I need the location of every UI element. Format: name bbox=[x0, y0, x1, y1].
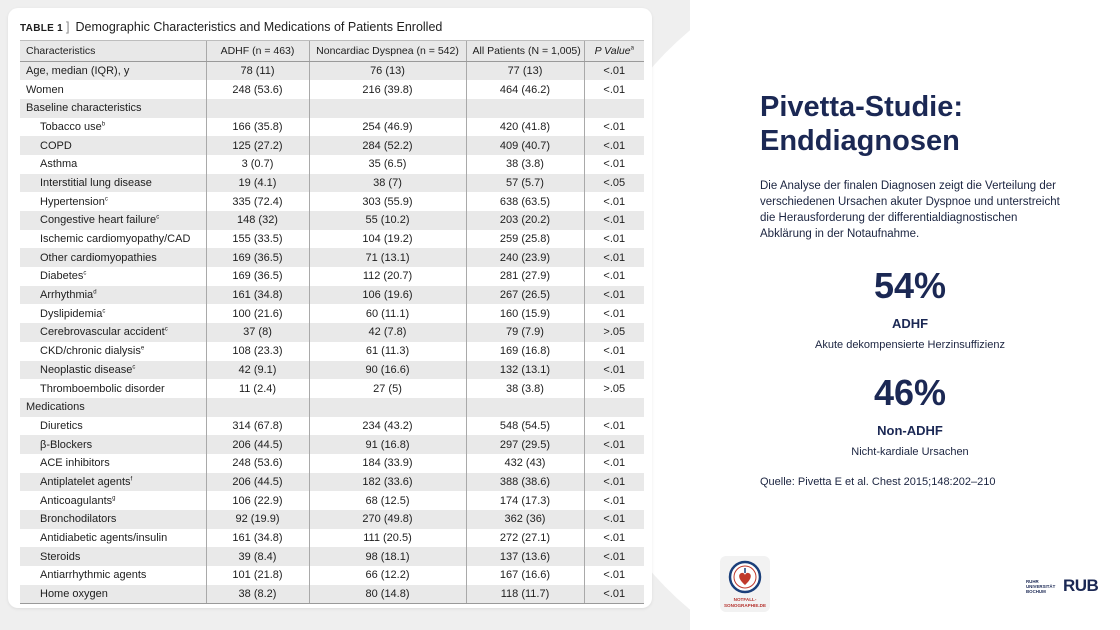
cell-p-value: <.01 bbox=[584, 566, 644, 585]
table-card bbox=[8, 8, 652, 608]
cell-characteristic bbox=[20, 547, 206, 566]
cell-all-patients: 57 (5.7) bbox=[466, 174, 584, 193]
cell-p-value: <.01 bbox=[584, 491, 644, 510]
cell-adhf: 166 (35.8) bbox=[206, 118, 309, 137]
cell-characteristic bbox=[20, 118, 206, 137]
table-caption bbox=[20, 20, 442, 34]
table-row bbox=[20, 547, 644, 566]
cell-p-value bbox=[584, 99, 644, 118]
cell-noncardiac: 303 (55.9) bbox=[309, 192, 466, 211]
rub-brand: RUB bbox=[1063, 576, 1099, 595]
characteristic-label: Other cardiomyopathies bbox=[40, 251, 157, 264]
cell-noncardiac: 42 (7.8) bbox=[309, 323, 466, 342]
cell-characteristic bbox=[20, 80, 206, 99]
cell-noncardiac: 234 (43.2) bbox=[309, 417, 466, 436]
cell-p-value: <.01 bbox=[584, 62, 644, 81]
table-row bbox=[20, 155, 644, 174]
table-row bbox=[20, 529, 644, 548]
cell-noncardiac: 90 (16.6) bbox=[309, 361, 466, 380]
footnote-marker: c bbox=[102, 308, 106, 315]
cell-characteristic bbox=[20, 585, 206, 604]
cell-p-value: <.01 bbox=[584, 585, 644, 604]
footnote-marker: e bbox=[140, 345, 145, 352]
cell-noncardiac: 27 (5) bbox=[309, 379, 466, 398]
cell-adhf: 100 (21.6) bbox=[206, 304, 309, 323]
cell-characteristic bbox=[20, 248, 206, 267]
table-row bbox=[20, 230, 644, 249]
cell-adhf: 37 (8) bbox=[206, 323, 309, 342]
stat-adhf bbox=[760, 266, 1060, 351]
logo-text-line2: SONOGRAPHIE.DE bbox=[723, 602, 767, 608]
cell-characteristic bbox=[20, 510, 206, 529]
cell-all-patients: 174 (17.3) bbox=[466, 491, 584, 510]
table-row bbox=[20, 304, 644, 323]
stat-non-adhf-label: Non-ADHF bbox=[877, 423, 943, 438]
characteristic-label: ACE inhibitors bbox=[40, 457, 110, 470]
characteristic-label: Diabetes bbox=[40, 270, 84, 283]
slide-title-line1: Pivetta-Studie: bbox=[760, 91, 964, 123]
stat-adhf-sub: Akute dekompensierte Herzinsuffizienz bbox=[815, 339, 1005, 351]
header-p-value-text: P Value bbox=[594, 45, 631, 57]
cell-p-value: <.05 bbox=[584, 174, 644, 193]
cell-characteristic bbox=[20, 286, 206, 305]
cell-noncardiac: 91 (16.8) bbox=[309, 435, 466, 454]
cell-p-value: <.01 bbox=[584, 435, 644, 454]
characteristic-label: Antiarrhythmic agents bbox=[40, 569, 147, 582]
cell-noncardiac: 184 (33.9) bbox=[309, 454, 466, 473]
cell-noncardiac: 80 (14.8) bbox=[309, 585, 466, 604]
cell-noncardiac: 104 (19.2) bbox=[309, 230, 466, 249]
characteristic-label: Tobacco use bbox=[40, 120, 102, 133]
cell-noncardiac: 111 (20.5) bbox=[309, 529, 466, 548]
cell-adhf: 335 (72.4) bbox=[206, 192, 309, 211]
characteristic-label: β-Blockers bbox=[40, 438, 93, 451]
cell-p-value: <.01 bbox=[584, 417, 644, 436]
characteristic-label: Antidiabetic agents/insulin bbox=[40, 532, 168, 545]
table-row bbox=[20, 99, 644, 118]
table-row bbox=[20, 473, 644, 492]
cell-characteristic bbox=[20, 230, 206, 249]
cell-all-patients: 267 (26.5) bbox=[466, 286, 584, 305]
cell-p-value: <.01 bbox=[584, 248, 644, 267]
table-row bbox=[20, 136, 644, 155]
characteristic-label: Interstitial lung disease bbox=[40, 176, 152, 189]
cell-p-value: <.01 bbox=[584, 211, 644, 230]
cell-all-patients bbox=[466, 99, 584, 118]
cell-all-patients: 548 (54.5) bbox=[466, 417, 584, 436]
cell-noncardiac: 112 (20.7) bbox=[309, 267, 466, 286]
cell-all-patients: 118 (11.7) bbox=[466, 585, 584, 604]
cell-characteristic bbox=[20, 323, 206, 342]
cell-characteristic bbox=[20, 473, 206, 492]
table-row bbox=[20, 398, 644, 417]
rub-logo bbox=[1026, 576, 1102, 598]
characteristic-label: CKD/chronic dialysis bbox=[40, 345, 141, 358]
table-row bbox=[20, 323, 644, 342]
table-row bbox=[20, 454, 644, 473]
characteristic-label: Medications bbox=[26, 401, 85, 414]
table-row bbox=[20, 211, 644, 230]
cell-all-patients: 388 (38.6) bbox=[466, 473, 584, 492]
cell-characteristic bbox=[20, 342, 206, 361]
cell-noncardiac: 35 (6.5) bbox=[309, 155, 466, 174]
characteristic-label: Cerebrovascular accident bbox=[40, 326, 165, 339]
cell-noncardiac bbox=[309, 99, 466, 118]
demographics-table bbox=[20, 40, 644, 604]
cell-all-patients: 77 (13) bbox=[466, 62, 584, 81]
table-row bbox=[20, 417, 644, 436]
cell-p-value: <.01 bbox=[584, 286, 644, 305]
cell-noncardiac: 106 (19.6) bbox=[309, 286, 466, 305]
cell-characteristic bbox=[20, 136, 206, 155]
cell-all-patients: 259 (25.8) bbox=[466, 230, 584, 249]
cell-noncardiac: 61 (11.3) bbox=[309, 342, 466, 361]
header-all-patients: All Patients (N = 1,005) bbox=[466, 41, 584, 62]
characteristic-label: Hypertension bbox=[40, 195, 105, 208]
table-row bbox=[20, 286, 644, 305]
cell-p-value: <.01 bbox=[584, 192, 644, 211]
stat-adhf-label: ADHF bbox=[891, 316, 929, 331]
characteristic-label: Asthma bbox=[40, 158, 78, 171]
characteristic-label: Congestive heart failure bbox=[40, 214, 157, 227]
table-row bbox=[20, 174, 644, 193]
cell-all-patients: 297 (29.5) bbox=[466, 435, 584, 454]
footnote-marker: f bbox=[130, 476, 133, 483]
cell-adhf: 206 (44.5) bbox=[206, 473, 309, 492]
cell-p-value: <.01 bbox=[584, 230, 644, 249]
cell-adhf: 161 (34.8) bbox=[206, 286, 309, 305]
cell-noncardiac: 68 (12.5) bbox=[309, 491, 466, 510]
table-body bbox=[20, 62, 644, 604]
cell-all-patients: 409 (40.7) bbox=[466, 136, 584, 155]
cell-characteristic bbox=[20, 99, 206, 118]
cell-characteristic bbox=[20, 192, 206, 211]
cell-noncardiac: 216 (39.8) bbox=[309, 80, 466, 99]
cell-p-value: <.01 bbox=[584, 304, 644, 323]
characteristic-label: Home oxygen bbox=[40, 587, 108, 600]
cell-all-patients: 638 (63.5) bbox=[466, 192, 584, 211]
cell-characteristic bbox=[20, 566, 206, 585]
table-row bbox=[20, 267, 644, 286]
characteristic-label: Women bbox=[26, 83, 64, 96]
cell-p-value: <.01 bbox=[584, 361, 644, 380]
slide-description: Die Analyse der finalen Diagnosen zeigt die Verteilung der verschiedenen Ursachen akuter Dyspnoe und unterstreicht die Herausforderung der differentialdiagnostischen Abklärung in der Notaufnahme. bbox=[760, 180, 1060, 240]
table-row bbox=[20, 118, 644, 137]
cell-all-patients: 272 (27.1) bbox=[466, 529, 584, 548]
cell-adhf: 38 (8.2) bbox=[206, 585, 309, 604]
cell-all-patients: 38 (3.8) bbox=[466, 379, 584, 398]
cell-p-value: <.01 bbox=[584, 547, 644, 566]
table-label: TABLE 1 bbox=[20, 23, 64, 34]
cell-p-value: >.05 bbox=[584, 379, 644, 398]
cell-adhf: 106 (22.9) bbox=[206, 491, 309, 510]
header-p-value-sup: a bbox=[630, 45, 634, 52]
characteristic-label: Anticoagulants bbox=[40, 494, 113, 507]
footnote-marker: c bbox=[156, 214, 160, 221]
table-bracket: ] bbox=[66, 20, 70, 34]
cell-adhf bbox=[206, 398, 309, 417]
cell-adhf: 42 (9.1) bbox=[206, 361, 309, 380]
cell-characteristic bbox=[20, 361, 206, 380]
cell-noncardiac: 71 (13.1) bbox=[309, 248, 466, 267]
cell-noncardiac: 98 (18.1) bbox=[309, 547, 466, 566]
cell-p-value: <.01 bbox=[584, 529, 644, 548]
cell-noncardiac: 182 (33.6) bbox=[309, 473, 466, 492]
cell-adhf: 3 (0.7) bbox=[206, 155, 309, 174]
footnote-marker: b bbox=[101, 121, 106, 128]
cell-all-patients: 169 (16.8) bbox=[466, 342, 584, 361]
cell-all-patients: 203 (20.2) bbox=[466, 211, 584, 230]
cell-characteristic bbox=[20, 379, 206, 398]
table-row bbox=[20, 361, 644, 380]
rub-logo-small-text bbox=[1026, 579, 1055, 594]
cell-characteristic bbox=[20, 62, 206, 81]
logo-text-line1: NOTFALL- bbox=[733, 597, 757, 602]
cell-p-value: <.01 bbox=[584, 155, 644, 174]
characteristic-label: Baseline characteristics bbox=[26, 102, 142, 115]
table-row bbox=[20, 510, 644, 529]
cell-p-value bbox=[584, 398, 644, 417]
cell-noncardiac: 284 (52.2) bbox=[309, 136, 466, 155]
table-header-row bbox=[20, 41, 644, 62]
table-row bbox=[20, 491, 644, 510]
cell-characteristic bbox=[20, 211, 206, 230]
footnote-marker: g bbox=[112, 495, 116, 501]
cell-all-patients: 420 (41.8) bbox=[466, 118, 584, 137]
table-row bbox=[20, 435, 644, 454]
cell-adhf: 169 (36.5) bbox=[206, 267, 309, 286]
characteristic-label: Thromboembolic disorder bbox=[40, 382, 165, 395]
cell-p-value: <.01 bbox=[584, 80, 644, 99]
cell-noncardiac: 55 (10.2) bbox=[309, 211, 466, 230]
cell-adhf: 155 (33.5) bbox=[206, 230, 309, 249]
table-row bbox=[20, 342, 644, 361]
notfallsonographie-logo-text bbox=[720, 597, 770, 608]
footnote-marker: c bbox=[104, 196, 108, 202]
slide-content bbox=[760, 90, 1060, 488]
cell-characteristic bbox=[20, 155, 206, 174]
cell-all-patients: 132 (13.1) bbox=[466, 361, 584, 380]
characteristic-label: Arrhythmia bbox=[40, 289, 94, 302]
cell-adhf: 161 (34.8) bbox=[206, 529, 309, 548]
cell-adhf: 101 (21.8) bbox=[206, 566, 309, 585]
cell-p-value: <.01 bbox=[584, 454, 644, 473]
cell-p-value: <.01 bbox=[584, 136, 644, 155]
cell-all-patients: 281 (27.9) bbox=[466, 267, 584, 286]
cell-noncardiac: 254 (46.9) bbox=[309, 118, 466, 137]
slide-title-line2: Enddiagnosen bbox=[760, 125, 960, 157]
footnote-marker: c bbox=[164, 326, 168, 333]
cell-adhf: 11 (2.4) bbox=[206, 379, 309, 398]
characteristic-label: Antiplatelet agents bbox=[40, 475, 131, 488]
cell-all-patients: 137 (13.6) bbox=[466, 547, 584, 566]
table-title: Demographic Characteristics and Medications of Patients Enrolled bbox=[75, 20, 443, 34]
cell-noncardiac: 66 (12.2) bbox=[309, 566, 466, 585]
characteristic-label: Age, median (IQR), y bbox=[26, 65, 130, 78]
cell-adhf: 169 (36.5) bbox=[206, 248, 309, 267]
cell-all-patients: 464 (46.2) bbox=[466, 80, 584, 99]
cell-adhf: 248 (53.6) bbox=[206, 454, 309, 473]
cell-p-value: <.01 bbox=[584, 118, 644, 137]
cell-noncardiac: 76 (13) bbox=[309, 62, 466, 81]
rub-small-line1: RUHR bbox=[1026, 579, 1039, 584]
source-citation: Quelle: Pivetta E et al. Chest 2015;148:202–210 bbox=[760, 476, 996, 488]
characteristic-label: Neoplastic disease bbox=[40, 363, 133, 376]
cell-characteristic bbox=[20, 454, 206, 473]
table-row bbox=[20, 379, 644, 398]
stat-adhf-value: 54% bbox=[873, 265, 947, 306]
cell-adhf: 39 (8.4) bbox=[206, 547, 309, 566]
cell-p-value: <.01 bbox=[584, 342, 644, 361]
cell-adhf: 19 (4.1) bbox=[206, 174, 309, 193]
cell-characteristic bbox=[20, 267, 206, 286]
header-characteristics: Characteristics bbox=[20, 41, 206, 62]
cell-noncardiac bbox=[309, 398, 466, 417]
characteristic-label: Bronchodilators bbox=[40, 513, 117, 526]
stat-non-adhf-value: 46% bbox=[873, 372, 947, 413]
characteristic-label: COPD bbox=[40, 139, 72, 152]
cell-adhf: 206 (44.5) bbox=[206, 435, 309, 454]
cell-all-patients: 38 (3.8) bbox=[466, 155, 584, 174]
table-row bbox=[20, 192, 644, 211]
stat-non-adhf-sub: Nicht-kardiale Ursachen bbox=[851, 446, 969, 458]
header-p-value bbox=[584, 41, 644, 62]
cell-characteristic bbox=[20, 304, 206, 323]
cell-noncardiac: 270 (49.8) bbox=[309, 510, 466, 529]
table-row bbox=[20, 248, 644, 267]
footnote-marker: c bbox=[83, 270, 87, 277]
cell-characteristic bbox=[20, 398, 206, 417]
cell-characteristic bbox=[20, 174, 206, 193]
cell-noncardiac: 60 (11.1) bbox=[309, 304, 466, 323]
cell-all-patients: 160 (15.9) bbox=[466, 304, 584, 323]
rub-small-line2: UNIVERSITÄT bbox=[1026, 584, 1056, 589]
table-row bbox=[20, 80, 644, 99]
stat-non-adhf bbox=[760, 373, 1060, 458]
cell-all-patients bbox=[466, 398, 584, 417]
cell-p-value: <.01 bbox=[584, 473, 644, 492]
cell-all-patients: 432 (43) bbox=[466, 454, 584, 473]
cell-adhf: 148 (32) bbox=[206, 211, 309, 230]
cell-adhf: 108 (23.3) bbox=[206, 342, 309, 361]
heart-lungs-icon bbox=[728, 560, 762, 596]
cell-all-patients: 240 (23.9) bbox=[466, 248, 584, 267]
footnote-marker: c bbox=[132, 364, 136, 371]
cell-p-value: <.01 bbox=[584, 267, 644, 286]
cell-all-patients: 167 (16.6) bbox=[466, 566, 584, 585]
characteristic-label: Ischemic cardiomyopathy/CAD bbox=[40, 233, 191, 246]
cell-noncardiac: 38 (7) bbox=[309, 174, 466, 193]
cell-p-value: >.05 bbox=[584, 323, 644, 342]
table-row bbox=[20, 566, 644, 585]
cell-adhf bbox=[206, 99, 309, 118]
cell-adhf: 314 (67.8) bbox=[206, 417, 309, 436]
characteristic-label: Dyslipidemia bbox=[40, 307, 103, 320]
cell-adhf: 92 (19.9) bbox=[206, 510, 309, 529]
slide-title bbox=[760, 90, 1060, 158]
notfallsonographie-logo bbox=[720, 556, 770, 612]
cell-p-value: <.01 bbox=[584, 510, 644, 529]
cell-characteristic bbox=[20, 435, 206, 454]
cell-all-patients: 79 (7.9) bbox=[466, 323, 584, 342]
footnote-marker: d bbox=[93, 289, 97, 296]
cell-all-patients: 362 (36) bbox=[466, 510, 584, 529]
characteristic-label: Steroids bbox=[40, 550, 81, 563]
header-adhf: ADHF (n = 463) bbox=[206, 41, 309, 62]
cell-characteristic bbox=[20, 417, 206, 436]
cell-adhf: 248 (53.6) bbox=[206, 80, 309, 99]
header-noncardiac: Noncardiac Dyspnea (n = 542) bbox=[309, 41, 466, 62]
table-row bbox=[20, 62, 644, 81]
cell-characteristic bbox=[20, 491, 206, 510]
characteristic-label: Diuretics bbox=[40, 419, 83, 432]
table-row bbox=[20, 585, 644, 604]
rub-small-line3: BOCHUM bbox=[1026, 589, 1046, 594]
cell-adhf: 125 (27.2) bbox=[206, 136, 309, 155]
cell-characteristic bbox=[20, 529, 206, 548]
cell-adhf: 78 (11) bbox=[206, 62, 309, 81]
